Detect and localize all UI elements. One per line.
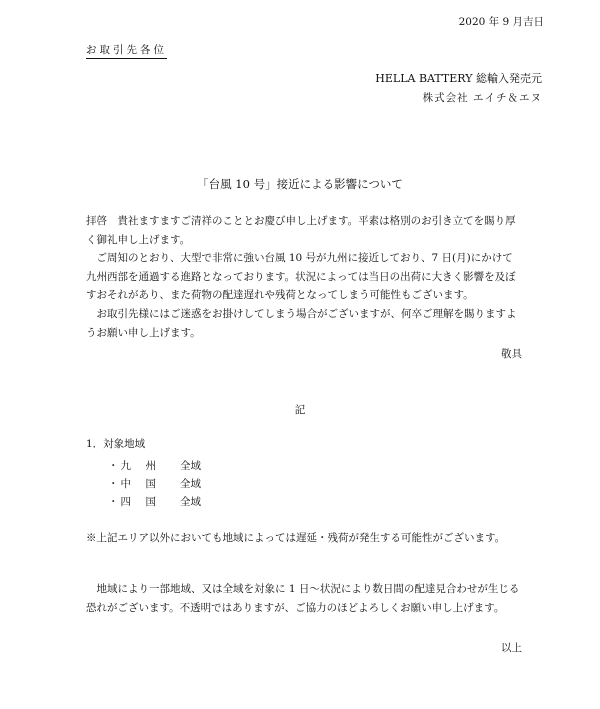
region-scope: 全域 — [180, 496, 201, 508]
section-heading: 1．対象地域 — [86, 438, 146, 450]
area-note: ※上記エリア以外においても地域によっては遅延・残荷が発生する可能性がございます。 — [86, 532, 506, 544]
sender-name: 株式会社 エイチ＆エヌ — [422, 92, 542, 104]
apology-paragraph: お取引先様にはご迷惑をお掛けしてしまう場合がございますが、何卒ご理解を賜りますようお願い申し上げます。 — [86, 307, 517, 339]
outro-paragraph: 地域により一部地域、又は全域を対象に 1 日～状況により数日間の配達見合わせが生じる恐れがございます。不透明ではありますが、ご協力のほどよろしくお願い申し上げます。 — [86, 583, 520, 614]
sender-company: HELLA BATTERY 総輸入発売元 — [375, 72, 542, 85]
closing-keigu: 敬具 — [501, 348, 522, 360]
region-scope: 全域 — [180, 460, 201, 472]
typhoon-paragraph: ご周知のとおり、大型で非常に強い台風 10 号が九州に接近しており、7 日(月)にかけて九州西部を通過する進路となっております。状況によっては当日の出荷に大きく影響を及ぼすおそれがあり、また荷物の配達遅れや残荷となってしまう可能性もございます。 — [86, 252, 516, 302]
document-date: 2020 年 9 月吉日 — [458, 16, 544, 28]
region-scope: 全域 — [180, 478, 201, 490]
greeting-paragraph: 拝啓 貴社ますますご清祥のこととお慶び申し上げます。平素は格別のお引き立てを賜り厚く御礼申し上げます。 — [86, 215, 516, 246]
closing-ijou: 以上 — [501, 642, 522, 654]
region-row — [108, 458, 201, 473]
region-name: ・九 州 — [108, 460, 158, 472]
region-name: ・四 国 — [108, 496, 158, 508]
region-row — [108, 476, 201, 491]
document-title: 「台風 10 号」接近による影響について — [197, 177, 403, 191]
region-name: ・中 国 — [108, 478, 158, 490]
document-body — [86, 212, 522, 342]
region-row — [108, 494, 201, 509]
ki-marker: 記 — [294, 404, 306, 416]
addressee: お取引先各位 — [86, 42, 167, 59]
